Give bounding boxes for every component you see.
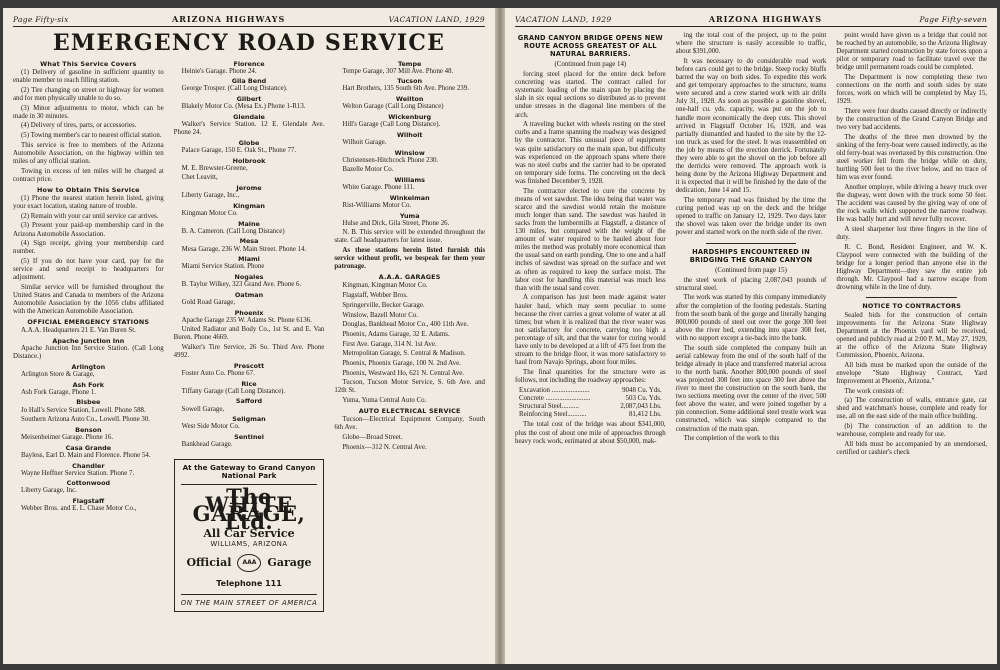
station-entry: B. Taylor Wilkey, 323 Grand Ave. Phone 6. [181,281,302,289]
paragraph: the steel work of placing 2,087,043 pounds of structural steel. [675,276,827,292]
station-town: Bisbee [76,398,101,407]
list-entry: Tucson, Tucson Motor Service, S. 6th Ave. and 12th St. [334,379,486,395]
paragraph: (1) Delivery of gasoline in sufficient quantity to enable member to reach filling station. [13,69,164,85]
station-town: Tucson [397,77,423,86]
right-col-3 [836,32,987,459]
list-entry: Douglas, Bankhead Motor Co., 400 11th Ave. [342,321,469,329]
station-entry: Webber Bros. and E. L. Chase Motor Co., [21,505,137,513]
bridge-article-paragraphs [515,71,666,385]
obtain-list [13,195,164,316]
station-entry: Hill's Garage (Call Long Distance). [342,121,441,129]
emergency-road-service-title: EMERGENCY ROAD SERVICE [52,30,446,56]
quantity-item: Concrete .......................... [519,395,591,403]
station-town: Chandler [72,461,105,470]
station-town: Williams [394,175,425,184]
paragraph: The work was started by this company immediately after the completion of the footing pedestals. Starting from the south bank of the gorge and literally hanging 800,000 pounds of steel out over the gorge 300 feet above the river bed, extending into space 308 feet, with no support except a tie-back into the bank. [675,294,827,342]
left-running-header [13,14,485,27]
paragraph: All bids must be accompanied by an unendorsed, certified or cashier's check [836,440,988,457]
right-col-1 [515,32,666,459]
ad-footer: ON THE MAIN STREET OF AMERICA [181,594,318,607]
right-col-2 [676,32,827,459]
right-magazine-name: ARIZONA HIGHWAYS [708,14,822,24]
station-town: Miami [238,255,260,264]
paragraph: It was necessary to do considerable road work before cars could get to the bridge. Steep rocky bluffs barred the way on both sides. To expedite this work and get temporary approaches to the structure, teams were secured and a crew started work with air drills July 31, 1928. As soon as possible a gasoline shovel, one-half cu. yds. capacity, was put on the job to handle more economically the deep cuts. This shovel arrived in Flagstaff October 16, 1928, and was partially dismantled and hauled to the site by the 12-ton truck as used for the steel. It was reassembled on the job by means of the erection derrick. Fortunately they were able to get the shovel on the job before all the derricks were removed. The approach work is being done by the Arizona Highway Department and it is expected that it will be finished by the date of the dedication, June 14 and 15. [675,57,827,195]
notice-paragraphs [836,312,987,458]
list-entry: Tucson—Electrical Equipment Company, South 6th Ave. [334,416,486,432]
list-entry: Kingman, Kingman Motor Co. [342,282,428,290]
bridge-article-continued [676,32,827,238]
paragraph: The contractor elected to cure the concrete by means of wet sawdust. The idea being that water was scarce and the sawdust would retain the moisture much longer than sand. The sawdust was hauled in sacks from the lumbermills at Flagstaff, a distance of 130 miles, but compared with the weight of the amount of water required to be hauled about four miles the method was probably more economical than the usual sand on earth ponding. One to one and a half inches of sawdust was spread on the surface and wet as often as required to keep the surface moist. The labor cost for handling this material was much less than with the usual sand cover. [515,187,666,292]
paragraph: All bids must be marked upon the outside of the envelope "State Highway Contract, Yard Improvement at Phoenix, Arizona." [836,361,988,385]
paragraph: The final quantities for the structure were as follows, not including the roadway approaches: [515,368,666,384]
left-page [3,8,495,664]
station-town: Globe [238,138,260,147]
ad-garage-word: Garage [267,555,312,569]
paragraph: (4) Delivery of tires, parts, or accessories. [21,122,137,130]
ad-location: WILLIAMS, ARIZONA [210,539,288,548]
station-town: Apache Junction Inn [52,337,125,346]
paragraph: forcing steel placed for the entire deck before concreting was started. The contract called for systematic loading of the main span by placing the slab in six equal sections so distributed as to prevent undue stresses in the diagonal line members of the arch. [515,71,666,119]
station-town: Maine [238,219,260,228]
station-town: Arlington [71,362,106,371]
paragraph: (1) Phone the nearest station herein listed, giving your exact location, stating nature of trouble. [13,194,164,211]
station-entry: Rist-Williams Motor Co. [342,201,412,209]
station-town: Casa Grande [65,443,112,452]
paragraph: (b) The construction of an addition to the warehouse, complete and ready for use. [836,423,988,439]
list-entry: Phoenix—312 N. Central Ave. [342,443,427,451]
station-town: Rice [241,379,257,388]
right-issue-name: VACATION LAND, 1929 [515,15,612,24]
station-entry: M. E. Brewster-Greene, [181,164,248,172]
station-entry: Jo Hall's Service Station, Lowell. Phone 588. [21,406,146,414]
station-town: Winslow [394,148,425,157]
right-page [505,8,997,664]
paragraph: The work consists of: [844,387,904,395]
quantity-row [519,411,666,419]
left-issue-name: VACATION LAND, 1929 [388,15,485,24]
quantity-row [519,395,666,403]
list-entry: Metropolitan Garage, S. Central & Madison. [342,350,466,358]
quantity-item: Reinforcing Steel........... [519,411,587,419]
paragraph: (5) If you do not have your card, pay for the service and send receipt to headquarters for adjustment. [13,258,164,282]
station-entry: Liberty Garage, Inc. [21,487,77,495]
station-town: Mesa [239,237,259,246]
station-town: Oatman [234,290,264,299]
station-town: Flagstaff [72,497,105,506]
paragraph: A traveling bucket with wheels resting on the steel curbs and a frame spanning the roadway was designed by the contractor. This unusual piece of equipment was quite satisfactory on the main span, but difficulty was experienced on the approach spans where there was no steel curbs and the carrier had to be operated on temporary side forms. The concreting on the deck was finished December 9, 1928. [515,121,666,185]
quantity-item: Structural Steel.......... [519,403,579,411]
aaa-garages-list [334,282,485,405]
paragraph: Another employe, while driving a heavy truck over the dugway, went down with the truck some 50 feet. The accident was caused by the giving way of one of the rock walls which supported the narrow roadway. He was badly hurt and will never fully recover. [836,184,988,224]
left-col-2 [174,58,325,612]
station-entry: Walker's Tire Service, 26 So. Third Ave. Phone 4992. [173,344,325,360]
list-entry: Yuma, Yuma Central Auto Co. [342,397,427,405]
station-town: Nogales [234,272,264,281]
station-town: Seligman [232,415,266,424]
station-town: Kingman [233,201,265,210]
station-entry: Foster Auto Co. Phone 67. [181,369,255,377]
left-col-3 [334,58,485,612]
station-entry: Wilhoit Garage. [342,138,387,146]
paragraph: Towing in excess of ten miles will be charged at contract price. [13,167,164,183]
station-entry: Bayless, Earl D. Main and Florence. Phone 54. [21,451,151,459]
quantity-value: 2,087,043 Lbs. [620,403,662,411]
station-town: Wilhoit [396,130,423,139]
obtain-heading: How to Obtain This Service [36,185,140,194]
station-entry: Heinie's Garage. Phone 24. [181,67,257,75]
list-entry: Winslow, Bazell Motor Co. [342,311,418,319]
paragraph: The south side completed the company built an aerial cableway from the end of the south half of the bridge already in place and transferred material across to the north bank. Another 800,000 pounds of steel was projected 308 feet into space 300 feet above the river to meet the construction on the south bank, the two sections meeting over the center of the river, 500 feet above the water, and were joined together by a pin connection. Some additional steel trestle work was constructed, which was simple compared to the construction of the main span. [675,344,827,433]
station-entry: Palace Garage, 150 E. Oak St., Phone 77. [181,146,297,154]
ad-official-word: Official [186,555,232,569]
station-entry: Meisenheimer Garage. Phone 16. [21,434,114,442]
list-entry: Flagstaff, Webber Bros. [342,292,408,300]
aaa-logo-icon: AAA [237,554,261,572]
quantity-row [519,387,666,395]
paragraph: A comparison has just been made against water hauler haul, which may seem peculiar to some because the river carries a great volume of water at all times; but when it is realized that the river water was not satisfactory for concrete, carrying too high a percentage of silt, and that the water for curing would have only to be developed at a lift of 475 feet from the stream to the bridge floor, it was more satisfactory to haul from Navajo Springs, about four miles. [515,294,666,367]
list-entry: Globe—Broad Street. [342,434,403,442]
quantity-value: 81,412 Lbs. [628,411,662,419]
covers-list [13,69,164,184]
station-entry: Hulse and Dick, Gila Street, Phone 26. [342,219,450,227]
station-entry: Bankhead Garage. [181,441,233,449]
paragraph: There were four deaths caused directly or indirectly by the construction of the Grand Canyon Bridge and two very bad accidents. [836,108,988,132]
paragraph: Sealed bids for the construction of certain improvements for the Arizona State Highway Department at the Phoenix yard will be received, opened and publicly read at 2:00 P. M., May 27, 1929, at the office of the Arizona State Highway Commission, Phoenix, Arizona. [836,311,988,360]
station-entry: Blakely Motor Co. (Mesa Ex.) Phone 1-R13. [181,103,306,111]
paragraph: (a) The construction of walls, entrance gate, car shed and watchman's house, complete and ready for use, all on the east side of the main office building. [836,397,988,421]
station-entry: Gold Road Garage, [181,298,236,306]
station-entry: B. A. Cameron. (Call Long Distance) [181,227,285,235]
station-entry: Christensen-Hitchcock Phone 230. [342,156,439,164]
station-entry: Apache Junction Inn Service Station. (Call Long Distance.) [13,345,164,361]
notice-heading: NOTICE TO CONTRACTORS [862,302,962,311]
stations-list-2 [174,60,325,450]
paragraph: Similar service will be furnished throughout the United States and Canada to members of the Arizona Automobile Association by the 1056 clubs affiliated with the American Automobile Association. [13,283,164,316]
station-town: Jerome [236,184,262,193]
paragraph: (4) Sign receipt, giving your membership card number. [13,240,164,256]
station-town: Ash Fork [72,380,105,389]
station-entry: Walker's Service Station. 12 E. Glendale Ave. Phone 24. [173,121,325,137]
station-town: Gilbert [236,95,262,104]
patronage-note: As these stations herein listed furnish this service without profit, we bespeak for them your patronage. [334,247,486,271]
hardships-continued-line: (Continued from page 15) [715,266,787,274]
bridge-article-title: GRAND CANYON BRIDGE OPENS NEW ROUTE ACROSS GREATEST OF ALL NATURAL BARRIERS. [517,34,663,58]
list-entry: Phoenix, Phoenix Garage, 100 N. 2nd Ave. [342,359,461,367]
paragraph: The deaths of the three men drowned by the sinking of the ferry-boat were caused indirectly, as the old ferry-boat was overtaxed by this construction. One steel worker fell from the bridge while on duty, hurtling 500 feet to the river below, and no trace of him was ever found. [836,133,988,182]
station-town: Wellton [395,95,424,104]
station-town: Cottonwood [66,479,111,488]
station-entry: Ash Fork Garage, Phone 1. [21,388,97,396]
quantity-row [519,403,666,411]
paragraph: A steel sharpener lost three fingers in the line of duty. [836,226,988,242]
left-page-number: Page Fifty-six [13,15,69,24]
station-town: Gila Bend [231,77,267,86]
page-gutter [495,8,505,664]
quantity-item: Excavation ...................... [519,387,590,395]
left-col-1 [13,58,164,612]
station-entry: George Trosper. (Call Long Distance). [181,85,288,93]
bridge-continued-line: (Continued from page 14) [554,61,627,68]
station-town: Prescott [233,361,265,370]
service-note: N. B. This service will be extended throughout the state. Call headquarters for latest issue. [334,229,486,245]
list-entry: Phoenix, Adams Garage, 32 E. Adams. [342,330,450,338]
station-entry: West Side Motor Co. [181,423,240,431]
quantities-table [519,387,666,419]
paragraph: The completion of the work to this [683,435,780,443]
paragraph: ing the total cost of the project, up to the point where the structure is easily accessible to traffic, about $391,000. [675,32,827,56]
ad-business-name: The WHITE GARAGE, Ltd. [192,484,306,534]
hardships-title: HARDSHIPS ENCOUNTERED IN BRIDGING THE GRAND CANYON [689,247,813,264]
station-entry: Mesa Garage, 236 W. Main Street. Phone 14. [181,245,307,253]
covers-heading: What This Service Covers [40,60,137,68]
hardships-paragraphs [676,277,827,444]
station-town: Florence [233,59,265,68]
notice-divider [866,297,956,298]
stations-list-1 [13,337,164,513]
paragraph: R. C. Bond, Resident Engineer, and W. K. Claypool were connected with the building of the bridge for a longer period than anyone else in the Highway Department—they saw the entire job through. Mr. Claypool had a narrow escape from drowning while in the line of duty. [836,243,988,292]
stations-heading: OFFICIAL EMERGENCY STATIONS [27,318,150,327]
station-entry: Kingman Motor Co. [181,209,238,217]
station-entry: White Garage. Phone 111. [342,184,415,192]
section-divider [706,243,796,244]
paragraph: (2) Tire changing on street or highway for women and for men physically unable to do so. [13,86,164,102]
station-town: Winkelman [389,193,430,202]
station-entry: Miami Service Station. Phone [181,263,265,271]
station-entry: Tempe Garage, 307 Mill Ave. Phone 48. [342,67,454,75]
ad-tagline: At the Gateway to Grand Canyon National Park [181,464,318,485]
white-garage-advertisement [174,459,325,612]
headquarters-entry: A.A.A. Headquarters 21 E. Van Buren St. [21,327,136,335]
stations-list-3 [334,60,485,228]
list-entry: Phoenix, Westward Ho, 621 N. Central Ave. [342,369,465,377]
station-entry: Arlington Store & Garage, [21,371,95,378]
ad-service: All Car Service [203,526,295,540]
total-cost-paragraph: The total cost of the bridge was about $341,000, plus the cost of about one mile of approaches through heavy rock work, estimated at about $50,000, mak- [515,421,666,445]
station-town: Phoenix [234,308,264,317]
station-entry: Wayne Heffner Service Station. Phone 7. [21,469,135,477]
station-town: Wickenburg [388,112,432,121]
paragraph: (3) Minor adjustments to motor, which can be made in 30 minutes. [13,104,164,120]
station-town: Holbrook [232,156,266,165]
paragraph: (3) Present your paid-up membership card in the Arizona Automobile Association. [13,222,164,238]
right-running-header [515,14,987,27]
list-entry: Springerville, Becker Garage. [342,301,425,309]
station-entry: Southern Arizona Auto Co., Lowell. Phone 30. [21,416,150,424]
auto-electrical-list [334,416,485,452]
station-town: Tempe [397,59,422,68]
paragraph: The temporary road was finished by the time the curing period was up on the deck and the bridge opened to traffic on January 12, 1929. Two days later the shovel was taken over the bridge under its own power and started work on the north side of the river. [675,197,827,237]
paragraph: The Department is now completing these two connections on the north and south sides by state forces, work on which will be completed by May 15, 1929. [836,74,988,106]
station-town: Glendale [233,112,265,121]
station-entry: Tiffany Garage (Call Long Distance). [181,387,286,395]
station-entry: Welton Garage (Call Long Distance) [342,103,444,111]
ad-official-aaa [181,554,318,572]
paragraph: (5) Towing member's car to nearest official station. [21,132,162,140]
left-magazine-name: ARIZONA HIGHWAYS [172,14,286,24]
station-town: Benson [75,425,102,434]
aaa-garages-heading: A.A.A. GARAGES [378,273,441,282]
station-town: Safford [235,397,263,406]
station-entry: United Radiator and Body Co., 1st St. and E. Van Buren. Phone 4669. [173,326,325,342]
quantity-value: 503 Cu. Yds. [625,395,662,403]
station-entry: Chet Leavitt, [181,174,218,182]
auto-electrical-heading: AUTO ELECTRICAL SERVICE [358,407,461,416]
paragraph: point would have given us a bridge that could not be reached by an automobile, so the Arizona Highway Department started construction by state forces upon a pilot or temporary road to facilitate travel over the bridge until permanent roads could be completed. [836,32,988,72]
station-entry: Sowell Garage, [181,405,225,413]
station-entry: Hart Brothers, 135 South 6th Ave. Phone 239. [342,85,469,93]
paragraph: This service is free to members of the Arizona Automobile Association, on the highway within ten miles of any official station. [13,141,164,165]
list-entry: First Ave. Garage, 314 N. 1st Ave. [342,340,437,348]
paragraph: (2) Remain with your car until service car arrives. [21,212,159,220]
station-town: Sentinel [234,433,264,441]
station-entry: Liberty Garage, Inc., [181,192,240,200]
ad-telephone: Telephone 111 [216,578,282,588]
hardships-continued [836,32,987,292]
right-page-number: Page Fifty-seven [919,15,987,24]
station-town: Yuma [399,211,420,220]
station-entry: Apache Garage 235 W. Adams St. Phone 6136. [181,316,312,324]
quantity-value: 9048 Cu. Yds. [622,387,662,395]
station-entry: Bazelle Motor Co. [342,166,394,174]
